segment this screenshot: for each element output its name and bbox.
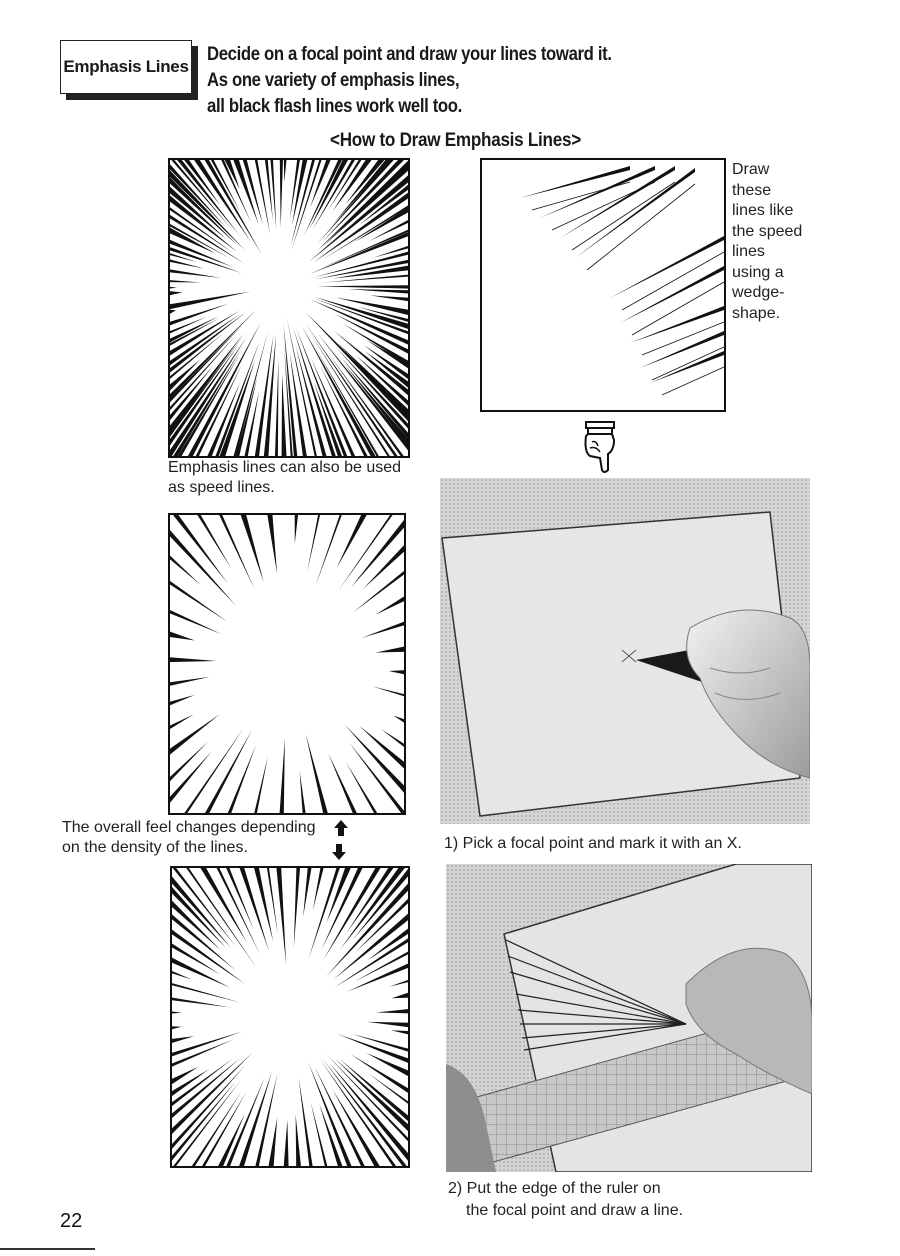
arrow-up-icon xyxy=(334,820,348,841)
step2-photo xyxy=(446,864,812,1172)
caption-speed-lines-1: Emphasis lines can also be used xyxy=(168,459,402,476)
step2-caption xyxy=(448,1178,683,1222)
intro-line-2: As one variety of emphasis lines, xyxy=(207,70,460,91)
step1-photo xyxy=(440,478,810,824)
emphasis-panel-dense xyxy=(168,158,410,458)
caption-speed-lines-2: as speed lines. xyxy=(168,479,275,496)
side-note-line: lines xyxy=(732,243,765,260)
intro-line-1: Decide on a focal point and draw your lines toward it. xyxy=(207,44,612,65)
step1-caption: 1) Pick a focal point and mark it with an X. xyxy=(444,835,742,852)
step2-caption-2: the focal point and draw a line. xyxy=(466,1202,684,1219)
page-number: 22 xyxy=(60,1210,83,1232)
step1-photo-illustration xyxy=(440,478,810,824)
emphasis-lines-medium-illustration xyxy=(170,866,410,1168)
step2-photo-illustration xyxy=(446,864,812,1172)
caption-density xyxy=(62,818,316,858)
section-label-text: Emphasis Lines xyxy=(63,57,189,76)
intro-line-3: all black flash lines work well too. xyxy=(207,96,462,117)
caption-speed-lines xyxy=(168,458,401,498)
side-note-line: lines like xyxy=(732,202,794,219)
caption-density-2: on the density of the lines. xyxy=(62,839,248,856)
pointing-hand-icon xyxy=(578,420,622,481)
emphasis-lines-dense-illustration xyxy=(168,158,410,458)
wedge-lines-illustration xyxy=(480,158,728,413)
side-note-line: the speed xyxy=(732,222,803,240)
section-label xyxy=(60,40,192,94)
bottom-rule xyxy=(0,1248,95,1250)
wedge-lines-panel xyxy=(480,158,728,413)
section-title: <How to Draw Emphasis Lines> xyxy=(330,130,581,151)
emphasis-panel-sparse xyxy=(168,513,406,815)
step2-caption-1: 2) Put the edge of the ruler on xyxy=(448,1180,661,1197)
side-note-line: using a xyxy=(732,263,784,281)
intro-text xyxy=(207,42,612,120)
emphasis-lines-sparse-illustration xyxy=(168,513,406,815)
emphasis-panel-medium xyxy=(170,866,410,1168)
caption-density-1: The overall feel changes depending xyxy=(62,819,316,836)
side-note-line: Draw xyxy=(732,161,770,178)
side-note-line: shape. xyxy=(732,304,781,322)
side-note-line: these xyxy=(732,181,772,199)
side-note-line: wedge- xyxy=(732,284,785,301)
side-note xyxy=(732,160,802,324)
arrow-down-icon xyxy=(332,844,346,865)
